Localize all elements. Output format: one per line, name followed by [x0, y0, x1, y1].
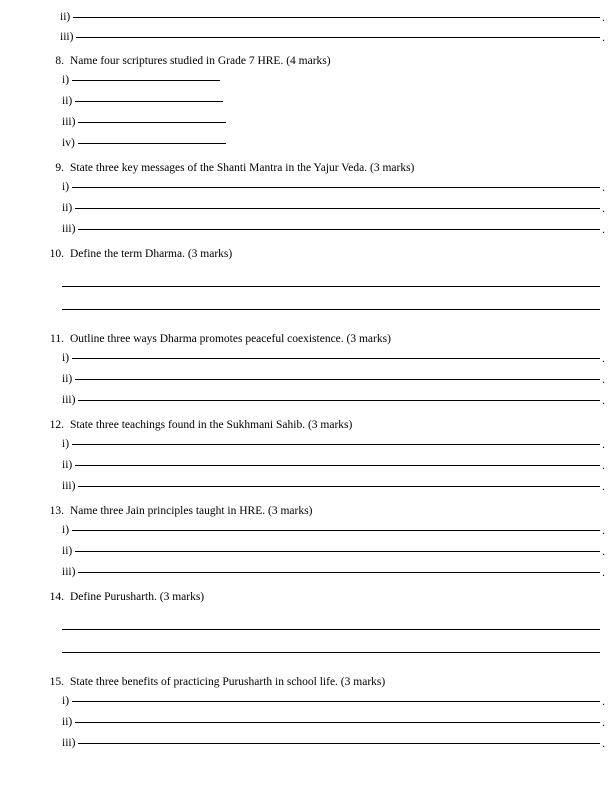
orphan-answer-lines [40, 10, 600, 44]
list-item [40, 437, 600, 451]
sub-item-label: iii) [62, 116, 76, 128]
answer-list [40, 437, 600, 493]
list-item [40, 694, 600, 708]
answer-blank[interactable] [75, 208, 600, 209]
answer-list [40, 73, 600, 150]
sub-item-label: iii) [62, 223, 76, 235]
question-text: Name four scriptures studied in Grade 7 HRE. (4 marks) [70, 55, 331, 67]
answer-blank[interactable] [75, 101, 223, 102]
sub-item-label: ii) [60, 11, 71, 23]
question-10 [40, 247, 600, 310]
sub-item-label: i) [62, 74, 70, 86]
answer-blank[interactable] [78, 143, 226, 144]
answer-list [40, 694, 600, 750]
sub-item-label: iii) [62, 737, 76, 749]
list-item [40, 351, 600, 365]
answer-blank[interactable] [75, 465, 600, 466]
question-text: Define Purusharth. (3 marks) [70, 591, 205, 603]
sub-item-label: ii) [62, 459, 73, 471]
sub-item-label: iii) [60, 31, 74, 43]
question-heading [40, 332, 600, 347]
answer-lines-block [40, 629, 600, 653]
question-11 [40, 332, 600, 407]
sub-item-label: iii) [62, 480, 76, 492]
answer-blank[interactable] [78, 743, 600, 744]
question-15 [40, 675, 600, 750]
list-item [40, 565, 600, 579]
question-heading [40, 247, 600, 262]
list-item [40, 136, 600, 150]
list-item [40, 458, 600, 472]
sub-item-label: iii) [62, 566, 76, 578]
page-content [40, 10, 600, 757]
question-number: 8. [55, 55, 64, 67]
sub-item-label: iv) [62, 137, 75, 149]
answer-blank[interactable] [72, 701, 600, 702]
answer-list [40, 523, 600, 579]
sub-item-label: i) [62, 438, 70, 450]
answer-blank[interactable] [78, 400, 600, 401]
answer-blank[interactable] [72, 187, 600, 188]
question-heading [40, 504, 600, 519]
answer-blank[interactable] [62, 309, 600, 310]
question-heading [40, 161, 600, 176]
answer-blank[interactable] [72, 444, 600, 445]
question-text: Define the term Dharma. (3 marks) [70, 248, 233, 260]
question-text: State three key messages of the Shanti Mantra in the Yajur Veda. (3 marks) [70, 162, 415, 174]
list-item [40, 94, 600, 108]
answer-blank[interactable] [72, 358, 600, 359]
list-item [40, 222, 600, 236]
question-9 [40, 161, 600, 236]
list-item [40, 30, 600, 44]
answer-blank[interactable] [62, 286, 600, 287]
sub-item-label: ii) [62, 716, 73, 728]
answer-blank[interactable] [73, 17, 600, 18]
answer-blank[interactable] [78, 229, 600, 230]
answer-lines-block [40, 286, 600, 310]
question-number: 12. [49, 419, 64, 431]
question-number: 15. [49, 676, 64, 688]
list-item [40, 479, 600, 493]
answer-blank[interactable] [62, 652, 600, 653]
question-number: 11. [50, 333, 64, 345]
question-number: 14. [49, 591, 64, 603]
answer-blank[interactable] [72, 530, 600, 531]
question-14 [40, 590, 600, 653]
list-item [40, 393, 600, 407]
list-item [40, 715, 600, 729]
sub-item-label: ii) [62, 373, 73, 385]
list-item [40, 115, 600, 129]
answer-blank[interactable] [75, 551, 600, 552]
question-heading [40, 675, 600, 690]
sub-item-label: i) [62, 352, 70, 364]
answer-list [40, 351, 600, 407]
question-8 [40, 54, 600, 150]
sub-item-label: i) [62, 181, 70, 193]
question-heading [40, 590, 600, 605]
question-text: State three benefits of practicing Purusharth in school life. (3 marks) [70, 676, 386, 688]
question-heading [40, 54, 600, 69]
list-item [40, 10, 600, 24]
answer-blank[interactable] [78, 122, 226, 123]
sub-item-label: ii) [62, 545, 73, 557]
sub-item-label: ii) [62, 95, 73, 107]
question-text: State three teachings found in the Sukhmani Sahib. (3 marks) [70, 419, 353, 431]
question-number: 10. [49, 248, 64, 260]
list-item [40, 544, 600, 558]
list-item [40, 372, 600, 386]
answer-blank[interactable] [78, 486, 600, 487]
sub-item-label: i) [62, 524, 70, 536]
answer-blank[interactable] [78, 572, 600, 573]
question-text: Outline three ways Dharma promotes peaceful coexistence. (3 marks) [70, 333, 391, 345]
answer-blank[interactable] [72, 80, 220, 81]
list-item [40, 180, 600, 194]
answer-blank[interactable] [75, 379, 600, 380]
question-13 [40, 504, 600, 579]
question-number: 13. [49, 505, 64, 517]
question-heading [40, 418, 600, 433]
answer-blank[interactable] [75, 722, 600, 723]
list-item [40, 523, 600, 537]
list-item [40, 201, 600, 215]
question-number: 9. [55, 162, 64, 174]
answer-blank[interactable] [76, 37, 600, 38]
list-item [40, 73, 600, 87]
answer-blank[interactable] [62, 629, 600, 630]
question-text: Name three Jain principles taught in HRE. (3 marks) [70, 505, 313, 517]
sub-item-label: iii) [62, 394, 76, 406]
sub-item-label: ii) [62, 202, 73, 214]
list-item [40, 736, 600, 750]
sub-item-label: i) [62, 695, 70, 707]
answer-list [40, 180, 600, 236]
question-12 [40, 418, 600, 493]
